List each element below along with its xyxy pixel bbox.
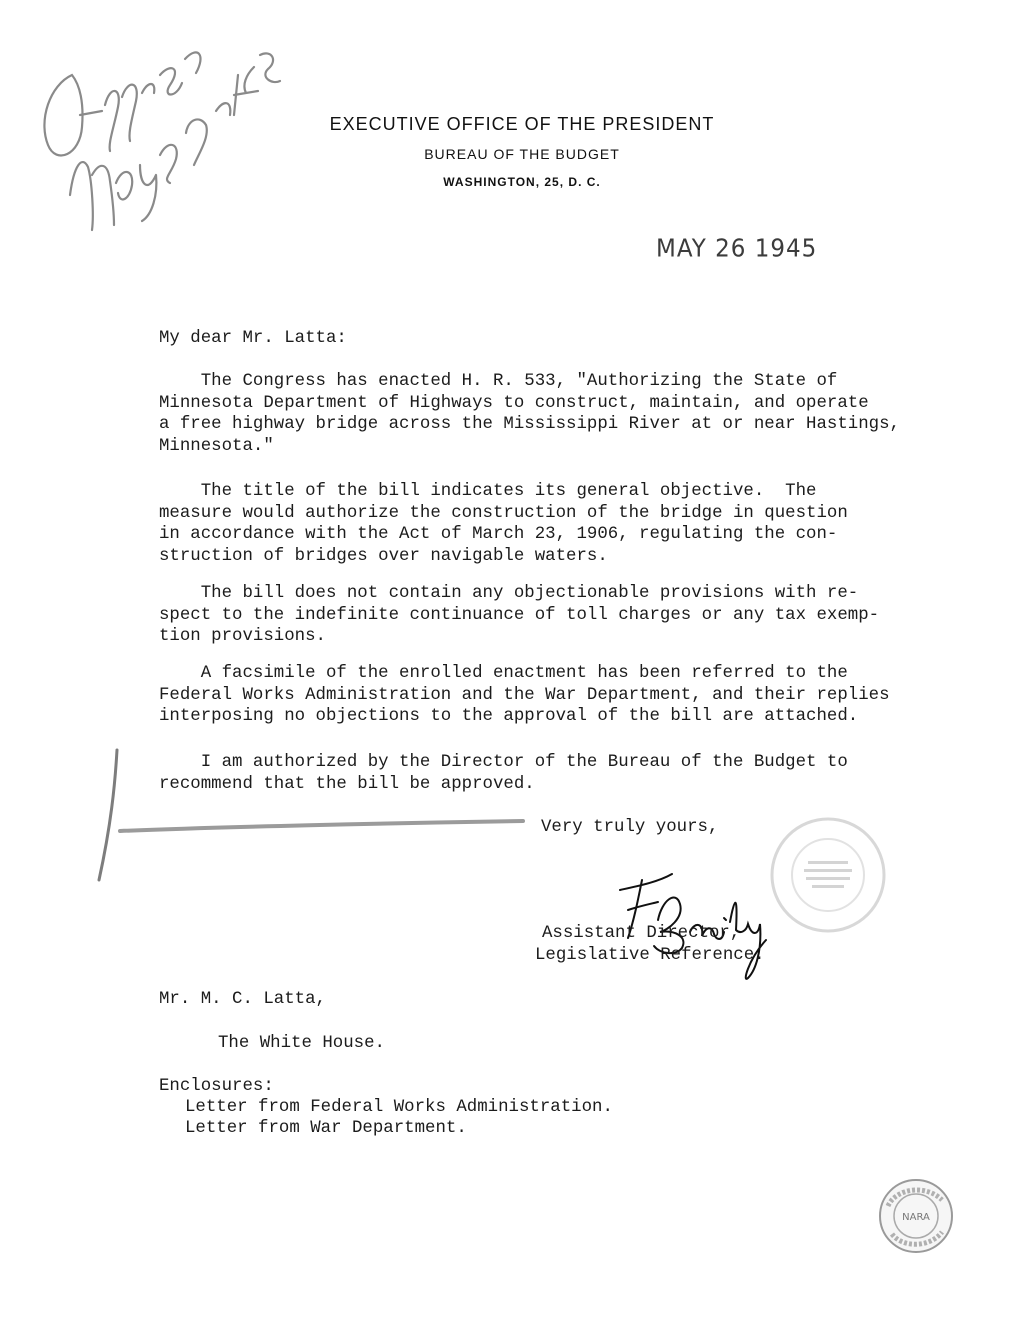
letterhead-address: WASHINGTON, 25, D. C. <box>443 175 601 189</box>
salutation: My dear Mr. Latta: <box>159 329 347 348</box>
paragraph-1: The Congress has enacted H. R. 533, "Authorizing the State of Minnesota Department of Highways to construct, maintain, and operate a free highway bridge across the Mississippi River at or near Hastings, Minnesota." <box>159 372 900 456</box>
pencil-margin-mark <box>95 745 525 885</box>
paragraph-4: A facsimile of the enrolled enactment has been referred to the Federal Works Administration and the War Department, and their replies interposing no objections to the approval of the bill are attached. <box>159 664 890 726</box>
addressee-name: Mr. M. C. Latta, <box>159 990 326 1009</box>
enclosure-item: Letter from War Department. <box>185 1119 467 1138</box>
library-stamp-faint <box>768 815 888 935</box>
letterhead-title: EXECUTIVE OFFICE OF THE PRESIDENT <box>329 114 715 134</box>
closing: Very truly yours, <box>541 818 719 837</box>
enclosure-item: Letter from Federal Works Administration. <box>185 1098 613 1117</box>
signature-title-1: Assistant Director, <box>542 924 741 943</box>
enclosures-heading: Enclosures: <box>159 1077 274 1096</box>
letterhead-bureau: BUREAU OF THE BUDGET <box>424 146 620 162</box>
paragraph-2: The title of the bill indicates its general objective. The measure would authorize the construction of the bridge in question in accordance with the Act of March 23, 1906, regulating the con- struction of bridges over navigable waters. <box>159 482 848 566</box>
addressee-location: The White House. <box>218 1034 385 1053</box>
signature-title-2: Legislative Reference. <box>535 946 765 965</box>
svg-text:NARA: NARA <box>902 1212 930 1223</box>
archive-seal <box>876 1176 956 1256</box>
paragraph-3: The bill does not contain any objectionable provisions with re- spect to the indefinite continuance of toll charges or any tax exemp- tion provisions. <box>159 584 880 646</box>
paragraph-5: I am authorized by the Director of the Bureau of the Budget to recommend that the bill be approved. <box>159 753 848 794</box>
date-stamp: MAY 26 1945 <box>656 234 818 264</box>
handwritten-approval <box>10 15 290 255</box>
